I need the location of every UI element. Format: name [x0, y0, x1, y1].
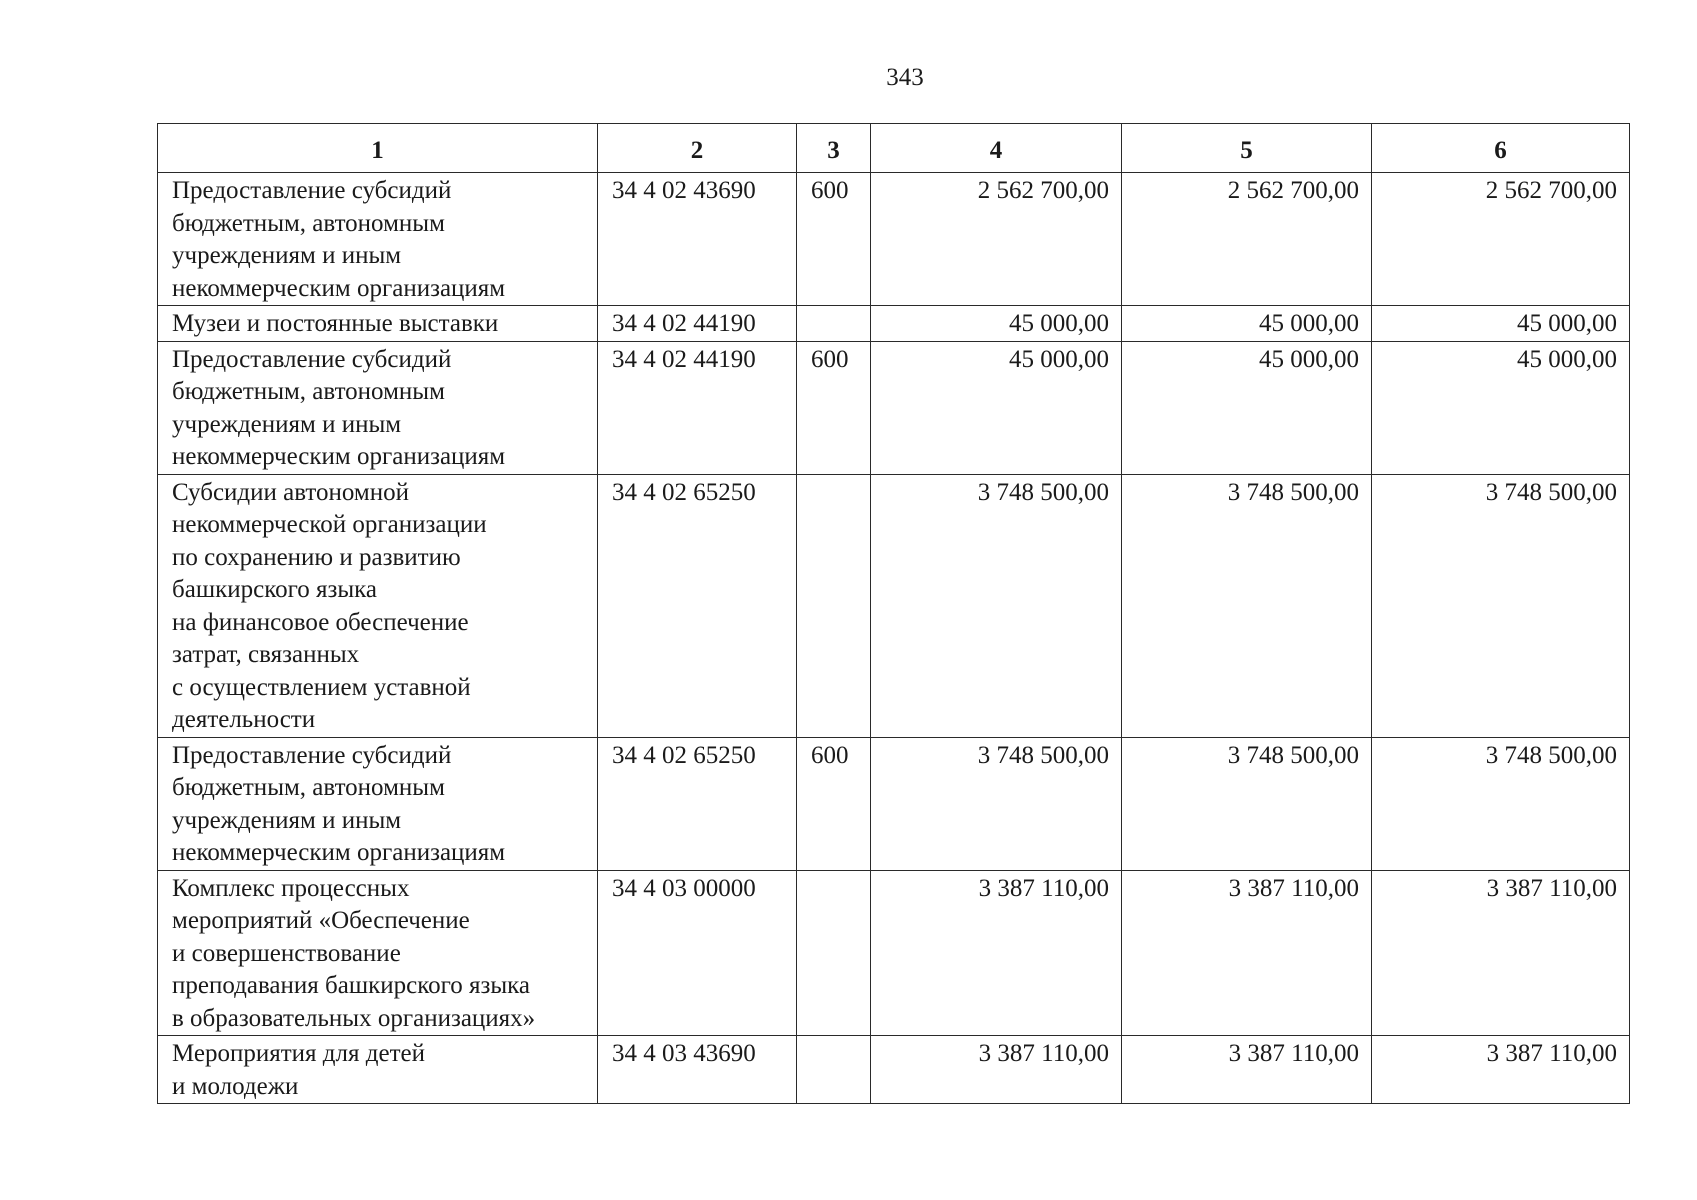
item-name-line: Музеи и постоянные выставки [172, 310, 499, 337]
table-row [158, 173, 1630, 306]
item-name-line: Мероприятия для детей [172, 1040, 425, 1067]
item-name-line: Субсидии автономной [172, 478, 409, 506]
item-name-line: бюджетным, автономным [172, 774, 445, 801]
expense-type-cell [797, 870, 871, 1036]
amount-col4-cell: 3 387 110,00 [871, 870, 1122, 1036]
item-name-cell [158, 474, 598, 737]
amount-col6-cell: 45 000,00 [1372, 341, 1630, 474]
expense-type-cell: 600 [797, 341, 871, 474]
amount-col6-cell: 3 387 110,00 [1372, 1036, 1630, 1104]
amount-col6-cell: 45 000,00 [1372, 306, 1630, 342]
table-header-row [158, 124, 1630, 173]
amount-col5-cell: 3 748 500,00 [1122, 737, 1372, 870]
item-name-cell [158, 737, 598, 870]
amount-col4-cell: 3 748 500,00 [871, 737, 1122, 870]
item-name-line: по сохранению и развитию [172, 543, 461, 571]
item-name-line: мероприятий «Обеспечение [172, 907, 470, 934]
table-row [158, 737, 1630, 870]
amount-col5-cell: 2 562 700,00 [1122, 173, 1372, 306]
item-name-line: и молодежи [172, 1072, 299, 1100]
item-name-line: преподавания башкирского языка [172, 972, 531, 999]
amount-col4-cell: 3 387 110,00 [871, 1036, 1122, 1104]
expense-type-cell [797, 474, 871, 737]
item-name-line: башкирского языка [172, 576, 377, 603]
amount-col6-cell: 3 387 110,00 [1372, 870, 1630, 1036]
column-header-2: 2 [598, 124, 797, 173]
amount-col4-cell: 2 562 700,00 [871, 173, 1122, 306]
budget-code-cell: 34 4 02 43690 [598, 173, 797, 306]
item-name-cell [158, 1036, 598, 1104]
table-row [158, 474, 1630, 737]
table-row [158, 341, 1630, 474]
table-row [158, 1036, 1630, 1104]
column-header-1: 1 [158, 124, 598, 173]
item-name-line: с осуществлением уставной [172, 673, 471, 701]
amount-col4-cell: 3 748 500,00 [871, 474, 1122, 737]
budget-table [157, 123, 1630, 1104]
amount-col5-cell: 45 000,00 [1122, 341, 1372, 474]
amount-col6-cell: 3 748 500,00 [1372, 737, 1630, 870]
amount-col6-cell: 3 748 500,00 [1372, 474, 1630, 737]
budget-code-cell: 34 4 02 65250 [598, 474, 797, 737]
item-name-line: в образовательных организациях» [172, 1004, 536, 1032]
budget-code-cell: 34 4 02 65250 [598, 737, 797, 870]
expense-type-cell: 600 [797, 737, 871, 870]
item-name-line: Предоставление субсидий [172, 345, 452, 373]
amount-col6-cell: 2 562 700,00 [1372, 173, 1630, 306]
amount-col5-cell: 3 748 500,00 [1122, 474, 1372, 737]
amount-col4-cell: 45 000,00 [871, 306, 1122, 342]
item-name-line: Комплекс процессных [172, 874, 410, 902]
item-name-line: некоммерческим организациям [172, 274, 506, 302]
item-name-cell [158, 870, 598, 1036]
item-name-line: некоммерческим организациям [172, 839, 506, 866]
item-name-line: Предоставление субсидий [172, 177, 452, 204]
page-number: 343 [886, 64, 924, 91]
item-name-line: на финансовое обеспечение [172, 608, 469, 636]
amount-col4-cell: 45 000,00 [871, 341, 1122, 474]
amount-col5-cell: 3 387 110,00 [1122, 870, 1372, 1036]
expense-type-cell [797, 1036, 871, 1104]
item-name-line: бюджетным, автономным [172, 209, 445, 237]
table-row [158, 306, 1630, 342]
item-name-line: деятельности [172, 706, 316, 733]
amount-col5-cell: 45 000,00 [1122, 306, 1372, 342]
budget-code-cell: 34 4 02 44190 [598, 306, 797, 342]
column-header-4: 4 [871, 124, 1122, 173]
item-name-line: и совершенствование [172, 939, 401, 967]
item-name-line: некоммерческим организациям [172, 443, 506, 470]
expense-type-cell [797, 306, 871, 342]
expense-type-cell: 600 [797, 173, 871, 306]
item-name-line: учреждениям и иным [172, 410, 402, 438]
table-row [158, 870, 1630, 1036]
item-name-line: некоммерческой организации [172, 511, 487, 538]
amount-col5-cell: 3 387 110,00 [1122, 1036, 1372, 1104]
item-name-cell [158, 173, 598, 306]
item-name-line: бюджетным, автономным [172, 378, 445, 405]
item-name-line: учреждениям и иным [172, 806, 402, 834]
item-name-cell [158, 306, 598, 342]
budget-code-cell: 34 4 03 00000 [598, 870, 797, 1036]
column-header-5: 5 [1122, 124, 1372, 173]
item-name-line: учреждениям и иным [172, 242, 402, 269]
column-header-6: 6 [1372, 124, 1630, 173]
budget-code-cell: 34 4 02 44190 [598, 341, 797, 474]
item-name-line: Предоставление субсидий [172, 741, 452, 769]
column-header-3: 3 [797, 124, 871, 173]
budget-code-cell: 34 4 03 43690 [598, 1036, 797, 1104]
item-name-cell [158, 341, 598, 474]
item-name-line: затрат, связанных [172, 641, 360, 668]
table-body [158, 173, 1630, 1104]
